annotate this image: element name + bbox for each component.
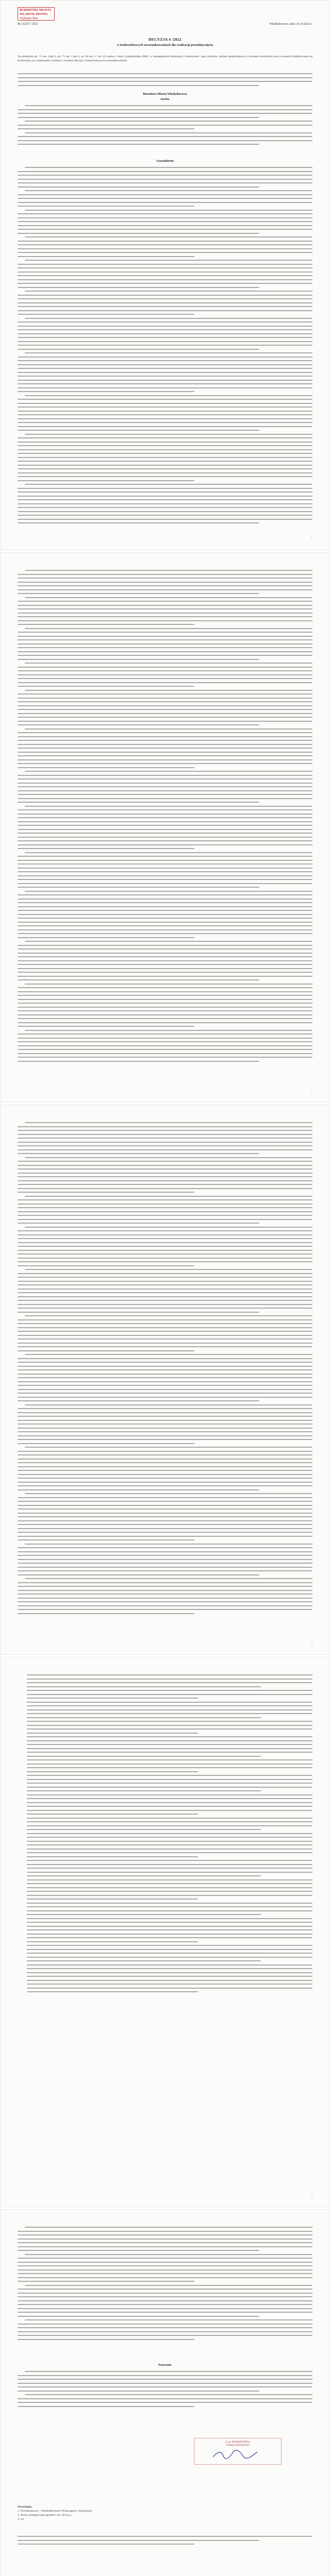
bullet-list xyxy=(27,1674,312,1995)
document-page-2 xyxy=(0,552,330,1103)
receiver-item: 2. Strony postępowania zgodnie z art. 49 k.p.a. xyxy=(18,2514,72,2517)
page-number: 3 xyxy=(311,1642,312,1645)
justification-text xyxy=(18,167,312,527)
document-reference: RG.6220.7.2022 xyxy=(18,23,38,26)
document-title: DECYZJA 4 /2022 xyxy=(148,37,182,42)
document-page-3 xyxy=(0,1105,330,1655)
body-text-block xyxy=(18,73,312,89)
justification-heading: Uzasadnienie xyxy=(156,160,174,163)
document-page-5 xyxy=(0,2209,330,2576)
instruction-heading: Pouczenie xyxy=(158,2364,172,2367)
signature-title: Z up. BURMISTRZA xyxy=(225,2441,251,2444)
incoming-stamp xyxy=(18,7,55,21)
page-number: 2 xyxy=(311,1090,312,1092)
body-text-page-2 xyxy=(18,570,312,1064)
document-page-1 xyxy=(0,0,330,550)
orzeka-heading: orzeka xyxy=(160,98,170,101)
annex-text xyxy=(18,2536,312,2548)
handwritten-signature xyxy=(212,2450,258,2459)
signature-role: Zastępca Burmistrza xyxy=(226,2444,250,2447)
receiver-item: 1. Wnioskodawca – Przedsiębiorstwo Wodociągów i Kanalizacji xyxy=(18,2510,92,2513)
intro-paragraph: Na podstawie art. 71 ust. 2 pkt 2, art. 75 ust. 1 pkt 4, art. 84 ust. 1 i art. 85 ustawy z dnia 3 października 2008 r. o udostępnianiu informacji o środowisku i jego ochronie, udziale społeczeństwa w ochronie środowiska oraz o ocenach oddziaływania na środowisko, po rozpatrzeniu wniosku o wydanie decyzji o środowiskowych uwarunkowaniach xyxy=(18,55,312,62)
official-signature-stamp xyxy=(194,2438,282,2465)
instruction-text xyxy=(18,2371,312,2410)
stamp-line-1: BURMISTRZ MIASTA WŁADYSŁAWOWA xyxy=(20,9,52,16)
receivers-title: Otrzymują: xyxy=(18,2505,32,2509)
receiver-item: 3. a/a xyxy=(18,2518,24,2521)
receivers-list xyxy=(18,2505,92,2521)
authority-heading: Burmistrz Miasta Władysławowa xyxy=(143,93,187,96)
body-text-page-3 xyxy=(18,1122,312,1617)
place-date: Władysławowo, dnia 24.10.2022 r. xyxy=(269,23,312,26)
page-number: 1 xyxy=(311,537,312,540)
page-number: 4 xyxy=(311,2194,312,2197)
stamp-line-2: Wpłynęło dnia xyxy=(20,17,38,20)
document-subtitle: o środowiskowych uwarunkowaniach dla realizacji przedsięwzięcia xyxy=(117,43,213,47)
decision-points xyxy=(18,105,312,148)
body-text-page-5 xyxy=(18,2227,312,2343)
document-page-4 xyxy=(0,1657,330,2207)
